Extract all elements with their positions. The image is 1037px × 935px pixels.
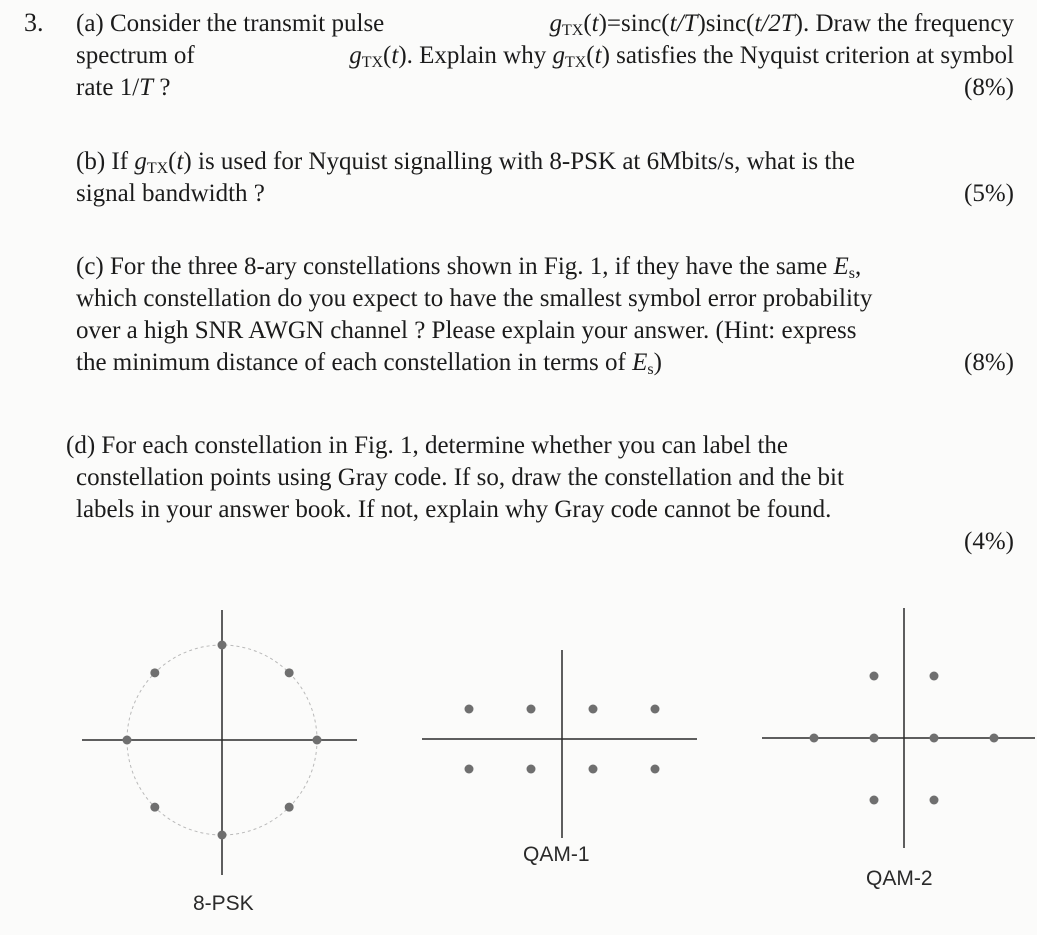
qam2-point-8 — [930, 796, 939, 805]
part-b-line-2: signal bandwidth ? (5%) — [76, 178, 1014, 210]
part-a-line-2: spectrum of $g_{TX}(t)$. Explain why $g_{TX}(t)$ satisfies the Nyquist criterion at symbol — [76, 42, 1014, 71]
qam1-point-6 — [527, 765, 536, 774]
part-c-line-2: which constellation do you expect to have the smallest symbol error probability — [76, 285, 873, 312]
caption-8psk: 8-PSK — [193, 892, 254, 915]
part-c-line-3: over a high SNR AWGN channel ? Please explain your answer. (Hint: express — [76, 317, 857, 344]
part-d-line-3: labels in your answer book. If not, explain why Gray code cannot be found. — [76, 496, 832, 523]
constellation-qam1 — [422, 650, 697, 838]
qam1-point-2 — [527, 705, 536, 714]
qam2-point-2 — [930, 672, 939, 681]
part-d-line-2: constellation points using Gray code. If so, draw the constellation and the bit — [76, 464, 844, 491]
qam1-point-4 — [651, 705, 660, 714]
qam2-point-6 — [990, 734, 999, 743]
part-c-line-4: the minimum distance of each constellation in terms of $E_s$) (8%) — [76, 349, 1014, 378]
qam2-point-4 — [870, 734, 879, 743]
part-d — [66, 430, 1014, 558]
psk-point-7 — [123, 736, 132, 745]
psk-point-4 — [285, 803, 294, 812]
psk-point-3 — [313, 736, 322, 745]
part-c-line-1: (c) For the three 8-ary constellations shown in Fig. 1, if they have the same $E_s$, — [76, 253, 862, 282]
part-b — [76, 146, 1014, 210]
psk-point-2 — [285, 668, 294, 677]
constellation-8psk — [82, 610, 357, 875]
part-a-line-3: rate 1/T ? (8%) — [76, 72, 1014, 104]
qam1-point-3 — [589, 705, 598, 714]
caption-qam1: QAM-1 — [523, 843, 590, 866]
part-d-marks: (4%) — [964, 528, 1014, 555]
qam1-point-1 — [465, 705, 474, 714]
part-a-line-1: (a) Consider the transmit pulse $g_{TX}(t)=\sin c(t/T)\sin c(t/2T)$. Draw the frequency — [76, 10, 1014, 39]
qam2-point-1 — [870, 672, 879, 681]
part-b-marks: (5%) — [964, 180, 1014, 207]
part-b-line-1: (b) If $g_{TX}(t)$ is used for Nyquist signalling with 8-PSK at 6Mbits/s, what is the — [76, 148, 855, 177]
qam1-point-7 — [589, 765, 598, 774]
part-a — [76, 8, 1014, 104]
psk-point-5 — [218, 831, 227, 840]
qam2-point-3 — [810, 734, 819, 743]
psk-point-1 — [218, 641, 227, 650]
constellation-qam2 — [762, 608, 1035, 848]
question-number: 3. — [24, 8, 44, 37]
caption-qam2: QAM-2 — [866, 867, 933, 890]
qam1-point-8 — [651, 765, 660, 774]
qam2-point-7 — [870, 796, 879, 805]
psk-point-6 — [150, 803, 159, 812]
qam2-point-5 — [930, 734, 939, 743]
part-d-line-1: (d) For each constellation in Fig. 1, determine whether you can label the — [66, 432, 788, 459]
psk-point-8 — [150, 668, 159, 677]
qam1-point-5 — [465, 765, 474, 774]
part-c-marks: (8%) — [964, 349, 1014, 376]
part-c — [76, 251, 1014, 379]
part-a-marks: (8%) — [964, 74, 1014, 101]
